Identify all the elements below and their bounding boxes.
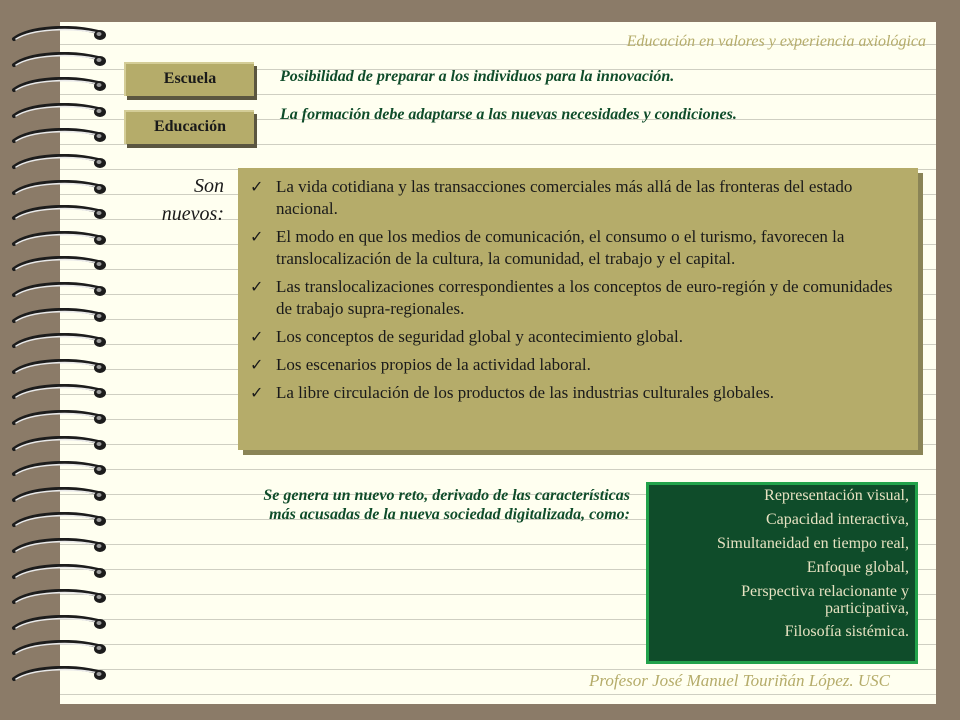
list-item — [250, 382, 908, 404]
check-icon: ✓ — [250, 177, 264, 196]
feature-item: Capacidad interactiva, — [765, 511, 909, 528]
spiral-ring-icon — [10, 436, 108, 452]
son-nuevos-label — [140, 172, 224, 228]
page-title: Educación en valores y experiencia axiológica — [626, 33, 926, 50]
spiral-ring-icon — [10, 180, 108, 196]
spiral-ring-icon — [10, 640, 108, 656]
educacion-button[interactable]: Educación — [124, 110, 254, 144]
spiral-ring-icon — [10, 154, 108, 170]
spiral-ring-icon — [10, 103, 108, 119]
escuela-button[interactable]: Escuela — [124, 62, 254, 96]
list-item-text: Las translocalizaciones correspondientes a los conceptos de euro-región y de comunidades de trabajo supra-regionales. — [276, 277, 893, 318]
spiral-ring-icon — [10, 333, 108, 349]
feature-item: Filosofía sistémica. — [784, 623, 909, 640]
new-aspects-list — [238, 168, 918, 450]
check-icon: ✓ — [250, 327, 264, 346]
list-item-text: La libre circulación de los productos de las industrias culturales globales. — [276, 383, 775, 402]
list-item-text: El modo en que los medios de comunicación, el consumo o el turismo, favorecen la translocalización de la cultura, la comunidad, el trabajo y el capital. — [276, 227, 845, 268]
spiral-ring-icon — [10, 615, 108, 631]
list-item-text: La vida cotidiana y las transacciones comerciales más allá de las fronteras del estado nacional. — [276, 177, 853, 218]
spiral-ring-icon — [10, 410, 108, 426]
spiral-ring-icon — [10, 589, 108, 605]
list-item-text: Los conceptos de seguridad global y acontecimiento global. — [276, 327, 683, 346]
son-nuevos-line2: nuevos: — [161, 203, 224, 225]
feature-item: Representación visual, — [764, 487, 909, 504]
educacion-description: La formación debe adaptarse a las nuevas necesidades y condiciones. — [280, 106, 737, 123]
spiral-ring-icon — [10, 256, 108, 272]
check-icon: ✓ — [250, 355, 264, 374]
spiral-ring-icon — [10, 128, 108, 144]
spiral-ring-icon — [10, 231, 108, 247]
spiral-ring-icon — [10, 564, 108, 580]
list-item — [250, 326, 908, 348]
spiral-ring-icon — [10, 52, 108, 68]
feature-item: Simultaneidad en tiempo real, — [717, 535, 909, 552]
challenge-line1: Se genera un nuevo reto, derivado de las características — [263, 487, 630, 504]
check-icon: ✓ — [250, 227, 264, 246]
escuela-description: Posibilidad de preparar a los individuos para la innovación. — [280, 68, 675, 85]
feature-item: Perspectiva relacionante y participativa, — [741, 583, 909, 617]
spiral-ring-icon — [10, 666, 108, 682]
spiral-ring-icon — [10, 384, 108, 400]
list-item — [250, 354, 908, 376]
features-box — [646, 482, 918, 664]
son-nuevos-line1: Son — [194, 175, 224, 197]
feature-item: Enfoque global, — [806, 559, 909, 576]
spiral-ring-icon — [10, 461, 108, 477]
spiral-ring-icon — [10, 205, 108, 221]
challenge-statement — [130, 486, 630, 524]
spiral-ring-icon — [10, 26, 108, 42]
spiral-ring-icon — [10, 308, 108, 324]
list-item — [250, 276, 908, 320]
footer-author: Profesor José Manuel Touriñán López. USC — [589, 671, 890, 690]
list-item-text: Los escenarios propios de la actividad laboral. — [276, 355, 591, 374]
list-item — [250, 226, 908, 270]
list-item — [250, 176, 908, 220]
check-icon: ✓ — [250, 277, 264, 296]
spiral-binding — [10, 26, 110, 706]
spiral-ring-icon — [10, 282, 108, 298]
challenge-line2: más acusadas de la nueva sociedad digitalizada, como: — [269, 506, 630, 523]
spiral-ring-icon — [10, 77, 108, 93]
spiral-ring-icon — [10, 359, 108, 375]
check-icon: ✓ — [250, 383, 264, 402]
spiral-ring-icon — [10, 512, 108, 528]
spiral-ring-icon — [10, 538, 108, 554]
spiral-ring-icon — [10, 487, 108, 503]
